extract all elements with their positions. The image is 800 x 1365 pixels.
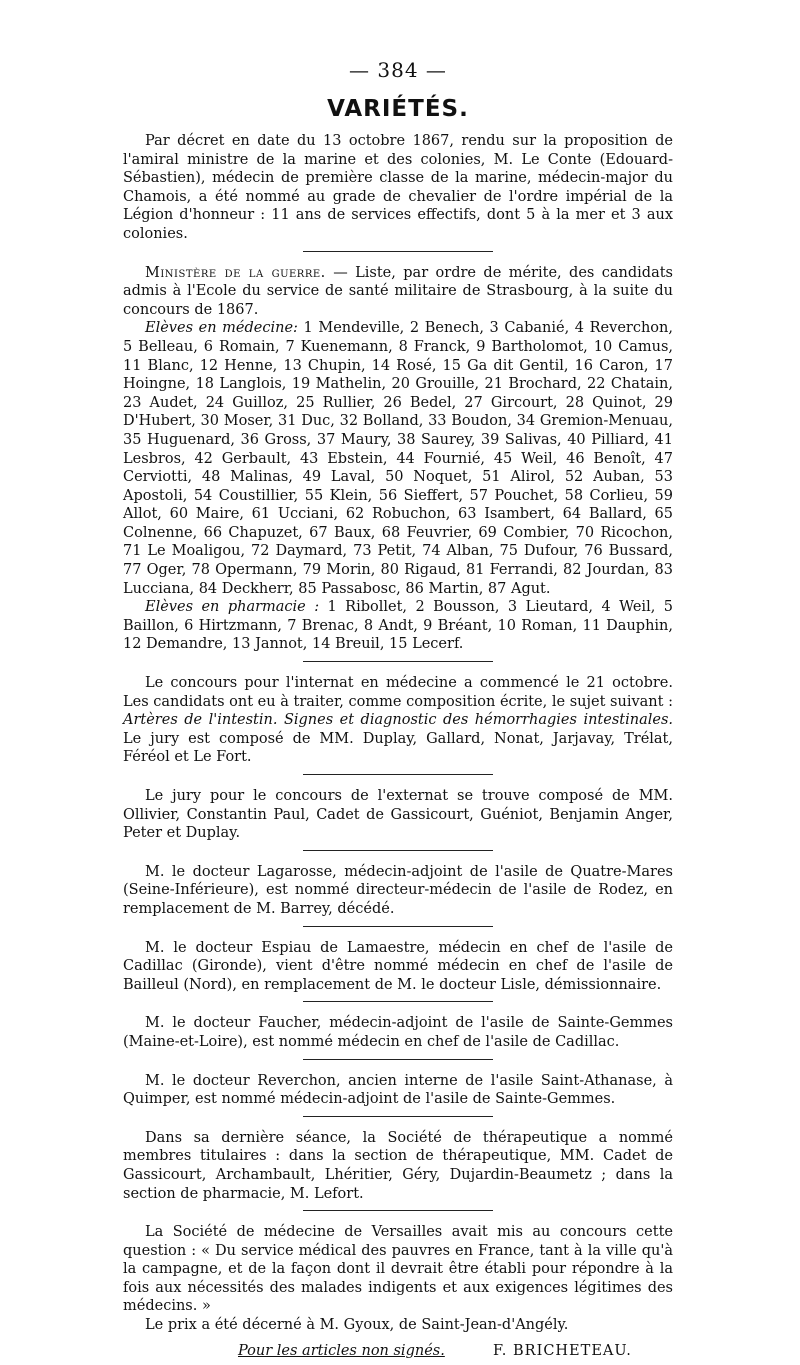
paragraph-therapeutique [123, 1129, 673, 1203]
paragraph-text: Le prix a été décerné à M. Gyoux, de Saint-Jean-d'Angély. [145, 1317, 569, 1334]
paragraph-text: Le jury est composé de MM. Duplay, Gallard, Nonat, Jarjavay, Trélat, Féréol et Le Fort. [123, 730, 673, 766]
paragraph-text: — Liste, par ordre de mérite, des candidats admis à l'Ecole du service de santé militaire de Strasbourg, à la suite du concours de 1867. [123, 264, 673, 318]
paragraph-ministere-guerre [123, 264, 673, 654]
paragraph-legion-honneur [123, 132, 673, 244]
paragraph-text: La Société de médecine de Versailles avait mis au concours cette question : « Du service médical des pauvres en France, tant à la ville qu'à la campagne, et de la façon dont il devrait être établi pour répondre à la fois aux nécessités des malades indigents et aux exigences légitimes des médecins. » [123, 1224, 673, 1315]
list-text: 1 Mendeville, 2 Benech, 3 Cabanié, 4 Reverchon, 5 Belleau, 6 Romain, 7 Kuenemann, 8 Franck, 9 Bartholomot, 10 Camus, 11 Blanc, 12 Henne, 13 Chupin, 14 Rosé, 15 Ga dit Gentil, 16 Caron, 17 Hoingne, 18 Langlois, 19 Mathelin, 20 Grouille, 21 Brochard, 22 Chatain, 23 Audet, 24 Guilloz, 25 Rullier, 26 Bedel, 27 Gircourt, 28 Quinot, 29 D'Hubert, 30 Moser, 31 Duc, 32 Bolland, 33 Boudon, 34 Gremion-Menuau, 35 Huguenard, 36 Gross, 37 Maury, 38 Saurey, 39 Salivas, 40 Pilliard, 41 Lesbros, 42 Gerbault, 43 Ebstein, 44 Fournié, 45 Weil, 46 Benoît, 47 Cerviotti, 48 Malinas, 49 Laval, 50 Noquet, 51 Alirol, 52 Auban, 53 Apostoli, 54 Coustillier, 55 Klein, 56 Sieffert, 57 Pouchet, 58 Corlieu, 59 Allot, 60 Maire, 61 Ucciani, 62 Robuchon, 63 Isambert, 64 Ballard, 65 Colnenne, 66 Chapuzet, 67 Baux, 68 Feuvrier, 69 Combier, 70 Ricochon, 71 Le Moaligou, 72 Daymard, 73 Petit, 74 Alban, 75 Dufour, 76 Bussard, 77 Oger, 78 Opermann, 79 Morin, 80 Rigaud, 81 Ferrandi, 82 Jourdan, 83 Lucciana, 84 Deckherr, 85 Passabosc, 86 Martin, 87 Agut. [123, 320, 673, 597]
paragraph-text: M. le docteur Faucher, médecin-adjoint de l'asile de Sainte-Gemmes (Maine-et-Loire), est nommé médecin en chef de l'asile de Cadillac. [123, 1015, 673, 1050]
separator [303, 1059, 493, 1060]
signature-block [123, 1343, 673, 1365]
list-medecine [123, 319, 673, 598]
exam-subject: Artères de l'intestin. Signes et diagnostic des hémorrhagies intestinales. [123, 712, 673, 729]
separator [303, 926, 493, 927]
separator [303, 850, 493, 851]
paragraph-text: Le concours pour l'internat en médecine a commencé le 21 octobre. Les candidats ont eu à traiter, comme composition écrite, le sujet suivant : [123, 675, 673, 710]
separator [303, 251, 493, 252]
paragraph-externat [123, 787, 673, 843]
paragraph-internat [123, 674, 673, 767]
page-title: VARIÉTÉS. [327, 96, 469, 122]
list-label: Elèves en médecine: [145, 320, 298, 337]
paragraph-text [123, 264, 673, 320]
paragraph-reverchon [123, 1072, 673, 1109]
separator [303, 661, 493, 662]
list-pharmacie [123, 598, 673, 654]
paragraph-versailles [123, 1223, 673, 1335]
paragraph-text: M. le docteur Lagarosse, médecin-adjoint de l'asile de Quatre-Mares (Seine-Inférieure), est nommé directeur-médecin de l'asile de Rodez, en remplacement de M. Barrey, décédé. [123, 863, 673, 917]
paragraph-text [123, 674, 673, 767]
document-page [123, 58, 673, 1359]
list-label: Elèves en pharmacie : [145, 599, 320, 616]
list-text: 1 Ribollet, 2 Bousson, 3 Lieutard, 4 Weil, 5 Baillon, 6 Hirtzmann, 7 Brenac, 8 Andt, 9 Bréant, 10 Roman, 11 Dauphin, 12 Demandre, 13 Jannot, 14 Breuil, 15 Lecerf. [123, 599, 673, 653]
section-label: Ministère de la guerre. [145, 264, 326, 281]
signature-author: F. BRICHETEAU. [493, 1342, 632, 1359]
separator [303, 1116, 493, 1117]
paragraph-lagarosse [123, 863, 673, 919]
separator [303, 1210, 493, 1211]
paragraph-text: Par décret en date du 13 octobre 1867, rendu sur la proposition de l'amiral ministre de la marine et des colonies, M. Le Conte (Edouard-Sébastien), médecin de première classe de la marine, médecin-major du Chamois, a été nommé au grade de chevalier de l'ordre impérial de la Légion d'honneur : 11 ans de services effectifs, dont 5 à la mer et 3 aux colonies. [123, 133, 673, 242]
paragraph-text: M. le docteur Espiau de Lamaestre, médecin en chef de l'asile de Cadillac (Gironde), vient d'être nommé médecin en chef de l'asile de Bailleul (Nord), en remplacement de M. le docteur Lisle, démissionnaire. [123, 939, 673, 993]
paragraph-text: Le jury pour le concours de l'externat se trouve composé de MM. Ollivier, Constantin Paul, Cadet de Gassicourt, Guéniot, Benjamin Anger, Peter et Duplay. [123, 788, 673, 842]
paragraph-espiau [123, 939, 673, 995]
separator [303, 1001, 493, 1002]
paragraph-faucher [123, 1014, 673, 1051]
page-number: — 384 — [349, 58, 447, 82]
paragraph-text: Dans sa dernière séance, la Société de thérapeutique a nommé membres titulaires : dans la section de thérapeutique, MM. Cadet de Gassicourt, Archambault, Lhéritier, Géry, Dujardin-Beaumetz ; dans la section de pharmacie, M. Lefort. [123, 1129, 673, 1202]
signature-note: Pour les articles non signés. [238, 1342, 445, 1359]
separator [303, 774, 493, 775]
paragraph-text: M. le docteur Reverchon, ancien interne de l'asile Saint-Athanase, à Quimper, est nommé médecin-adjoint de l'asile de Sainte-Gemmes. [123, 1072, 673, 1108]
